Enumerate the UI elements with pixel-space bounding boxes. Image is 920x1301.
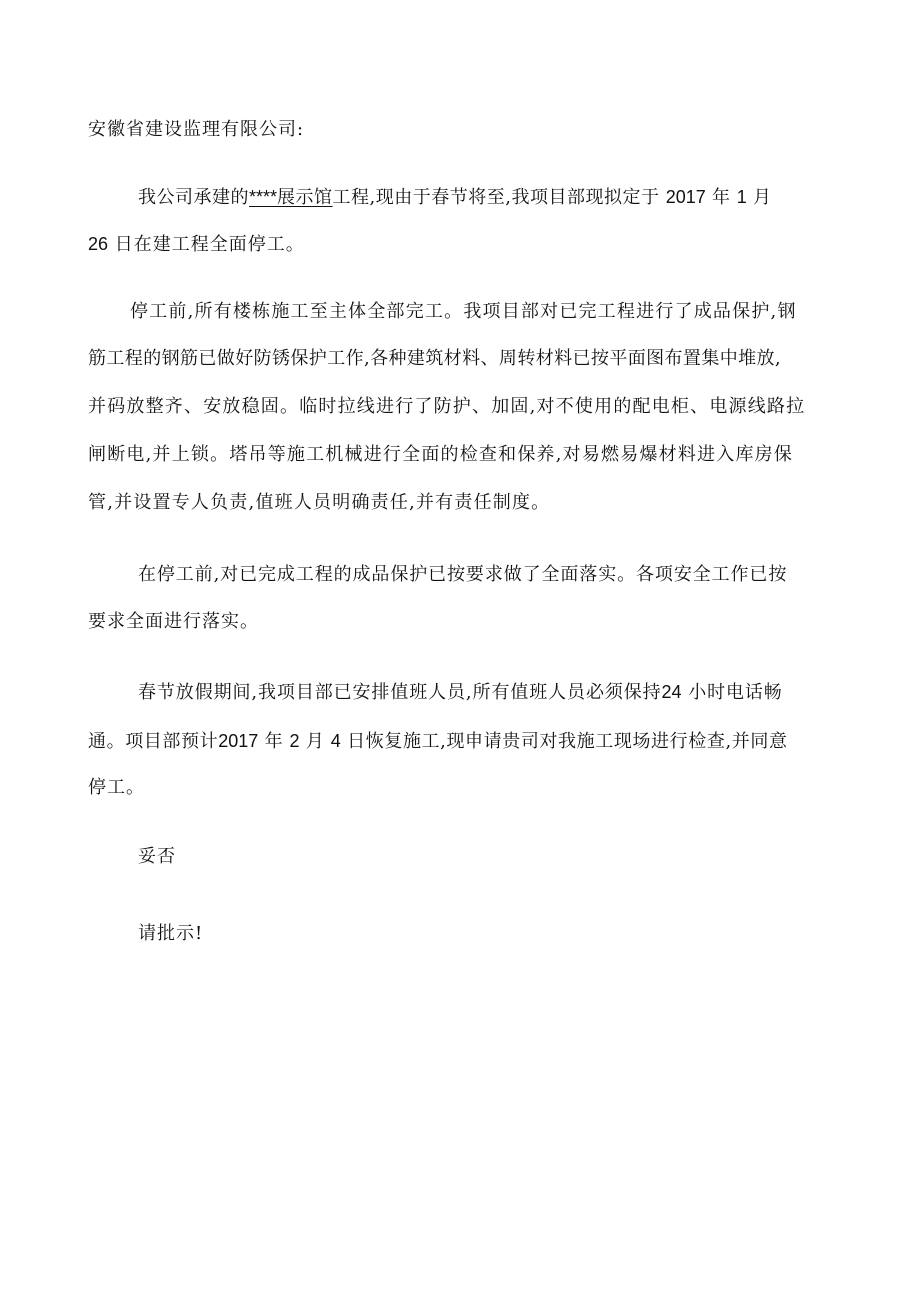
- p4-year: 2017: [218, 731, 259, 751]
- p1-text-d: 月: [752, 187, 772, 208]
- p1-month: 1: [736, 187, 747, 207]
- p4-text-b: 小时电话畅: [688, 682, 783, 703]
- paragraph-2-line-1: 停工前,所有楼栋施工至主体全部完工。我项目部对已完工程进行了成品保护,钢: [130, 301, 797, 322]
- paragraph-3-line-1: 在停工前,对已完成工程的成品保护已按要求做了全面落实。各项安全工作已按: [138, 564, 788, 585]
- p4-month: 2: [289, 731, 300, 751]
- paragraph-4-line-1: [138, 680, 783, 705]
- p4-text-c: 通。项目部预计: [88, 731, 219, 752]
- p4-day: 4: [330, 731, 341, 751]
- paragraph-2-line-4: 闸断电,并上锁。塔吊等施工机械进行全面的检查和保养,对易燃易爆材料进入库房保: [88, 444, 794, 465]
- closing-line-2: 请批示!: [138, 923, 204, 944]
- p1-text-a: 我公司承建的: [138, 187, 249, 208]
- paragraph-4-line-3: 停工。: [88, 777, 145, 798]
- p4-text-e: 月: [305, 731, 325, 752]
- salutation: 安徽省建设监理有限公司:: [88, 119, 305, 140]
- paragraph-3-line-2: 要求全面进行落实。: [88, 611, 259, 632]
- closing-line-1: 妥否: [138, 846, 176, 867]
- p4-text-a: 春节放假期间,我项目部已安排值班人员,所有值班人员必须保持: [138, 682, 662, 703]
- paragraph-1-line-1: [138, 185, 771, 210]
- p1-text-e: 日在建工程全面停工。: [114, 234, 305, 255]
- paragraph-4-line-2: [88, 729, 788, 754]
- project-name-masked: ****: [249, 187, 278, 207]
- project-name: [249, 187, 333, 208]
- p1-text-c: 年: [712, 187, 731, 208]
- p1-text-b: 工程,现由于春节将至,我项目部现拟定于: [332, 187, 660, 208]
- paragraph-2-line-5: 管,并设置专人负责,值班人员明确责任,并有责任制度。: [88, 492, 551, 513]
- p4-text-f: 日恢复施工,现申请贵司对我施工现场进行检查,并同意: [347, 731, 788, 752]
- p1-day: 26: [88, 234, 109, 254]
- paragraph-2-line-2: 筋工程的钢筋已做好防锈保护工作,各种建筑材料、周转材料已按平面图布置集中堆放,: [88, 348, 782, 369]
- paragraph-1-line-2: [88, 232, 305, 257]
- project-name-suffix: 展示馆: [277, 187, 333, 208]
- paragraph-2-line-3: 并码放整齐、安放稳固。临时拉线进行了防护、加固,对不使用的配电柜、电源线路拉: [88, 396, 806, 417]
- p4-text-d: 年: [264, 731, 284, 752]
- p4-hours: 24: [661, 682, 682, 702]
- p1-year: 2017: [665, 187, 706, 207]
